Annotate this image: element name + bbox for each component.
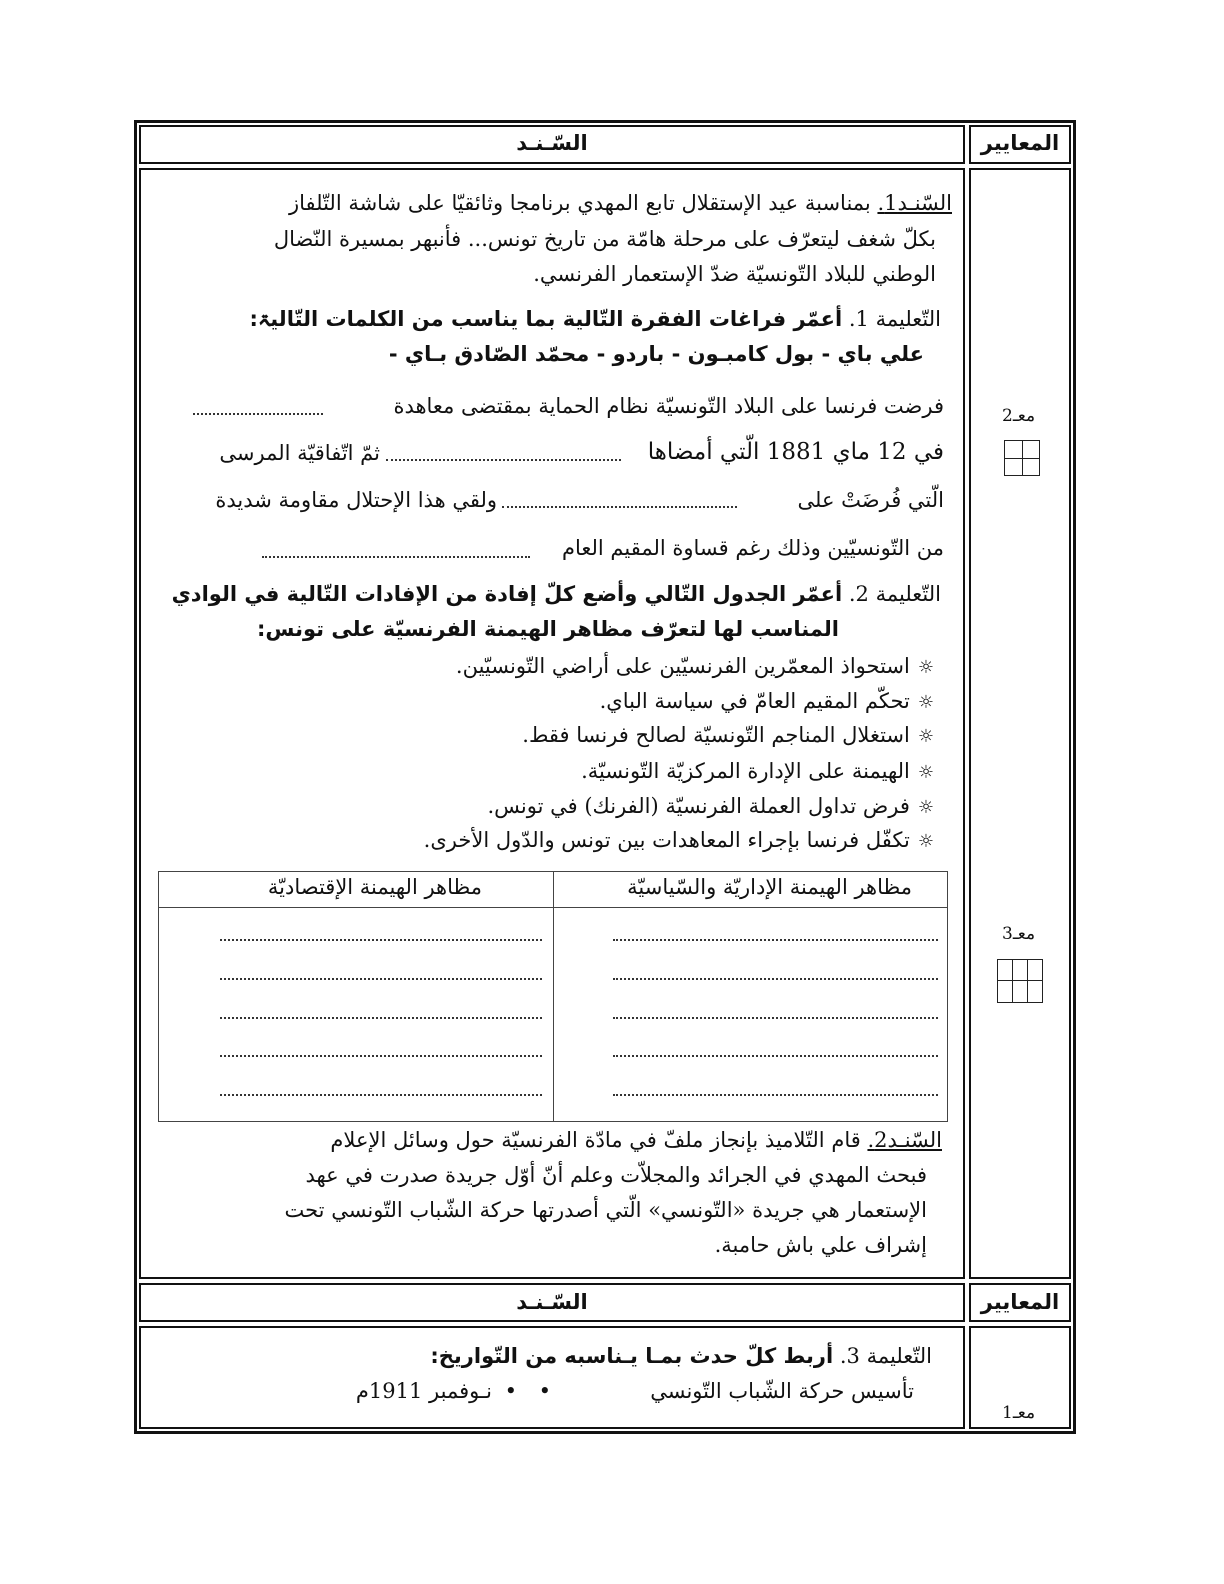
answer-line-right-5[interactable] [613,1094,938,1096]
doc2-line-3: الإستعمار هي جريدة «التّونسي» الّتي أصدرتها حركة الشّباب التّونسي تحت [284,1198,927,1222]
table-header-economic: مظاهر الهيمنة الإقتصاديّة [267,875,482,899]
task2-item-text: الهيمنة على الإدارة المركزيّة التّونسيّة. [581,759,910,783]
sun-icon: ☼ [917,831,934,852]
criteria-header: المعايير [980,131,1060,155]
answer-line-left-2[interactable] [220,978,542,980]
table-header-administrative: مظاهر الهيمنة الإداريّة والسّياسيّة [627,875,912,899]
doc2-text-1: قام التّلاميذ بإنجاز ملفّ في مادّة الفرنسيّة حول وسائل الإعلام [330,1128,861,1152]
task2-item-6 [424,827,934,854]
answer-line-right-1[interactable] [613,939,938,941]
task2-title-2: المناسب لها لتعرّف مظاهر الهيمنة الفرنسيّة على تونس: [257,617,839,641]
answer-line-right-4[interactable] [613,1055,938,1057]
doc2-line-2: فبحث المهدي في الجرائد والمجلاّت وعلم أنّ أوّل جريدة صدرت في عهد [305,1163,927,1187]
answer-line-left-5[interactable] [220,1094,542,1096]
blank-4[interactable] [262,556,530,558]
doc2-line-4: إشراف علي باش حامبة. [714,1233,927,1257]
sun-icon: ☼ [917,762,934,783]
criterion-2-label: معـ2 [1002,406,1036,426]
task1-word-list: علي باي - بول كامبـون - باردو - محمّد الصّادق بـاي - [388,342,924,366]
task2-item-3 [522,722,934,749]
answer-line-left-1[interactable] [220,939,542,941]
task2-title-1: أعمّر الجدول التّالي وأضع كلّ إفادة من الإفادات التّالية في الوادي [171,582,843,606]
task3-title: أربط كلّ حدث بمـا يـناسبه من التّواريخ: [430,1344,834,1368]
criterion-3-label: معـ3 [1002,924,1036,944]
task1-paragraph-line-4: من التّونسيّين وذلك رغم قساوة المقيم العام [561,536,944,560]
answer-line-right-2[interactable] [613,978,938,980]
doc1-line-2: بكلّ شغف ليتعرّف على مرحلة هامّة من تاريخ تونس... فأنبهر بمسيرة النّضال [273,227,936,251]
task3-heading [430,1343,932,1370]
doc1-label: السّنـد1. [877,191,952,215]
task1-paragraph-line-1: فرضت فرنسا على البلاد التّونسيّة نظام الحماية بمقتضى معاهدة [393,394,944,418]
task2-item-2 [600,688,934,715]
task2-item-text: تحكّم المقيم العامّ في سياسة الباي. [599,689,910,713]
answer-line-right-3[interactable] [613,1017,938,1019]
task2-item-4 [581,758,934,785]
sun-icon: ☼ [917,692,934,713]
document-header-2: السّـنـد [516,1290,588,1314]
doc1-line-3: الوطني للبلاد التّونسيّة ضدّ الإستعمار الفرنسي. [533,262,936,286]
criterion-1-label: معـ1 [1002,1403,1036,1423]
blank-3[interactable] [502,506,737,508]
document-header: السّـنـد [516,131,588,155]
answer-line-left-3[interactable] [220,1017,542,1019]
task1-paragraph-line-2a: في 12 ماي 1881 الّتي أمضاها [647,439,944,465]
task2-item-text: تكفّل فرنسا بإجراء المعاهدات بين تونس والدّول الأخرى. [423,828,910,852]
task1-paragraph-line-2b: ثمّ اتّفاقيّة المرسى [219,441,380,465]
task1-paragraph-line-3a: الّتي فُرضَتْ على [797,488,944,512]
doc2-line-1 [330,1127,942,1154]
answer-line-left-4[interactable] [220,1055,542,1057]
sun-icon: ☼ [917,726,934,747]
task1-paragraph-line-3b: ولقي هذا الإحتلال مقاومة شديدة [215,488,497,512]
task2-item-5 [487,793,934,820]
classification-table [158,871,948,1122]
doc2-label: السّنـد2. [867,1128,942,1152]
blank-2[interactable] [386,459,621,461]
doc1-text-1: بمناسبة عيد الإستقلال تابع المهدي برنامجا وثائقيّا على شاشة التّلفاز [288,191,871,215]
sun-icon: ☼ [917,657,934,678]
blank-1[interactable] [193,413,323,415]
criteria-column-cell [969,168,1071,1279]
task1-heading [250,306,941,333]
task2-item-text: فرض تداول العملة الفرنسيّة (الفرنك) في تونس. [487,794,910,818]
task3-date: نـوفمبر 1911م [355,1379,492,1403]
date-dot[interactable]: • [504,1379,517,1403]
task2-item-text: استحواذ المعمّرين الفرنسيّين على أراضي التّونسيّين. [455,654,910,678]
sun-icon: ☼ [917,797,934,818]
task2-heading [172,581,941,608]
task2-item-text: استغلال المناجم التّونسيّة لصالح فرنسا فقط. [522,723,910,747]
event-dot[interactable]: • [538,1379,551,1403]
task2-item-1 [456,653,934,680]
task1-prefix: التّعليمة 1. [848,307,941,331]
score-box-3[interactable] [997,959,1043,1003]
task2-prefix: التّعليمة 2. [848,582,941,606]
task1-title: أعمّر فراغات الفقرة التّالية بما يناسب من الكلمات التّاليۃ: [249,307,843,331]
task3-event: تأسيس حركة الشّباب التّونسي [650,1379,914,1403]
doc1-line-1 [289,190,952,217]
score-box-2[interactable] [1004,440,1040,476]
criteria-header-2: المعايير [980,1290,1060,1314]
task3-prefix: التّعليمة 3. [839,1344,932,1368]
